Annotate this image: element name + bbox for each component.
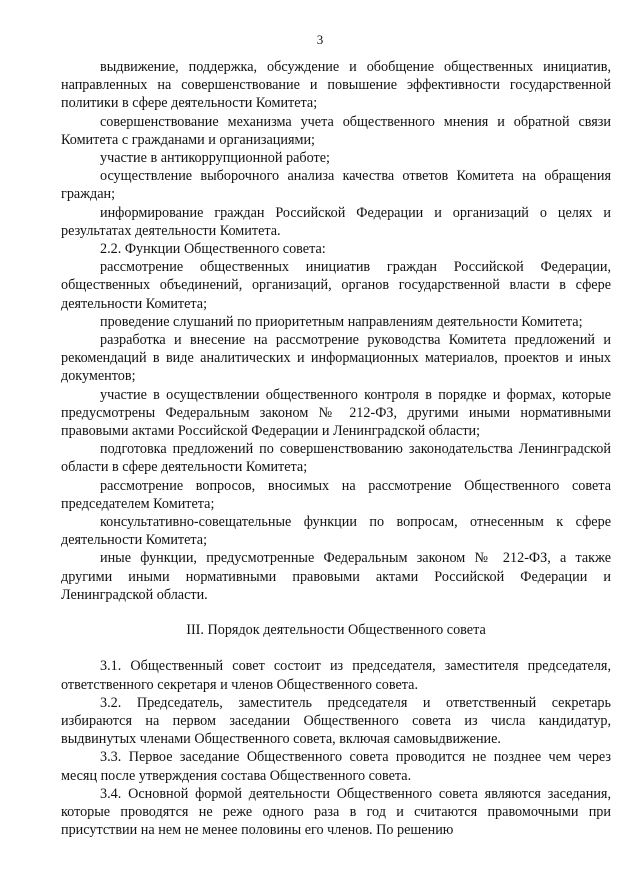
- section-heading: III. Порядок деятельности Общественного совета: [186, 622, 486, 639]
- paragraph: информирование граждан Российской Федерации и организаций о целях и результатах деятельности Комитета.: [61, 204, 611, 239]
- paragraph: консультативно-совещательные функции по вопросам, отнесенным к сфере деятельности Комитета;: [61, 514, 611, 549]
- paragraph: 3.3. Первое заседание Общественного совета проводится не позднее чем через месяц после утверждения состава Общественного совета.: [61, 749, 611, 784]
- subsection-title: 2.2. Функции Общественного совета:: [100, 241, 326, 258]
- paragraph: рассмотрение общественных инициатив граждан Российской Федерации, общественных объединений, организаций, органов государственной власти в сфере деятельности Комитета;: [61, 259, 611, 312]
- paragraph: совершенствование механизма учета общественного мнения и обратной связи Комитета с гражданами и организациями;: [61, 113, 611, 148]
- paragraph: выдвижение, поддержка, обсуждение и обобщение общественных инициатив, направленных на совершенствование и повышение эффективности государственной политики в сфере деятельности Комитета;: [61, 59, 611, 112]
- paragraph: проведение слушаний по приоритетным направлениям деятельности Комитета;: [100, 313, 583, 330]
- paragraph: участие в осуществлении общественного контроля в порядке и формах, которые предусмотрены Федеральным законом № 212-ФЗ, другими иными нормативными правовыми актами Российской Федерации и Ленинградской области;: [61, 386, 611, 440]
- paragraph: 3.4. Основной формой деятельности Общественного совета являются заседания, которые проводятся не реже одного раза в год и считаются правомочными при присутствии на нем не менее половины его членов. По решению: [61, 785, 611, 839]
- paragraph: рассмотрение вопросов, вносимых на рассмотрение Общественного совета председателем Комитета;: [61, 477, 611, 512]
- paragraph: подготовка предложений по совершенствованию законодательства Ленинградской области в сфере деятельности Комитета;: [61, 441, 611, 476]
- paragraph: участие в антикоррупционной работе;: [100, 150, 330, 167]
- paragraph: 3.2. Председатель, заместитель председателя и ответственный секретарь избираются на первом заседании Общественного совета из числа кандидатур, выдвинутых членами Общественного совета, включая самовыдвижение.: [61, 694, 611, 748]
- paragraph: разработка и внесение на рассмотрение руководства Комитета предложений и рекомендаций в виде аналитических и информационных материалов, проектов и иных документов;: [61, 332, 611, 385]
- page-number: 3: [316, 32, 324, 47]
- paragraph: иные функции, предусмотренные Федеральным законом № 212-ФЗ, а также другими иными нормативными правовыми актами Российской Федерации и Ленинградской области.: [61, 550, 611, 603]
- paragraph: 3.1. Общественный совет состоит из председателя, заместителя председателя, ответственного секретаря и членов Общественного совета.: [61, 658, 611, 693]
- paragraph: осуществление выборочного анализа качества ответов Комитета на обращения граждан;: [61, 168, 611, 203]
- document-body: [61, 58, 611, 839]
